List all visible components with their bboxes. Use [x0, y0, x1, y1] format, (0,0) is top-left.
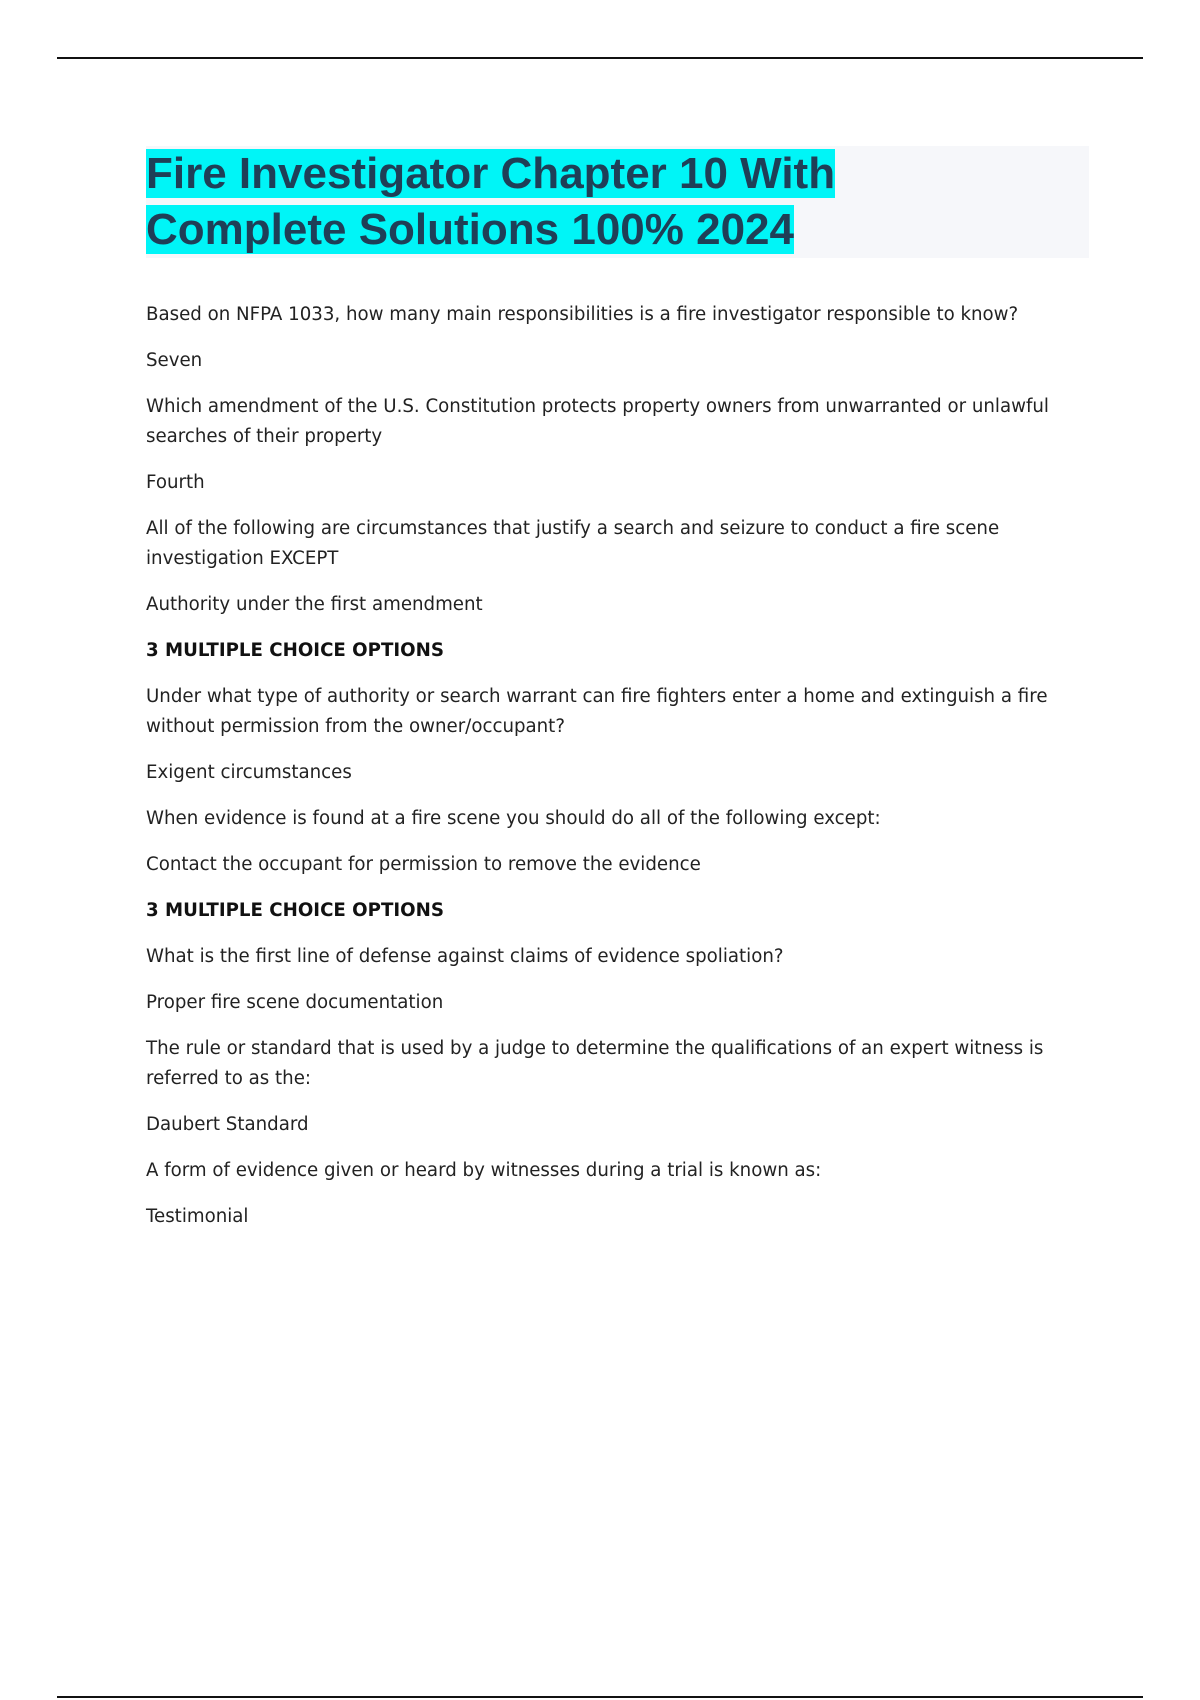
- answer-paragraph: Exigent circumstances: [146, 762, 352, 783]
- title-block: [146, 146, 1089, 258]
- question-paragraph: What is the first line of defense against claims of evidence spoliation?: [146, 946, 784, 967]
- multiple-choice-note: 3 MULTIPLE CHOICE OPTIONS: [146, 900, 444, 921]
- answer-paragraph: Authority under the first amendment: [146, 594, 483, 615]
- question-paragraph: Under what type of authority or search warrant can fire fighters enter a home and extinguish a fire without permission from the owner/occupant?: [146, 686, 1048, 737]
- answer-paragraph: Daubert Standard: [146, 1114, 309, 1135]
- question-paragraph: Which amendment of the U.S. Constitution protects property owners from unwarranted or unlawful searches of their property: [146, 396, 1049, 447]
- question-paragraph: A form of evidence given or heard by witnesses during a trial is known as:: [146, 1160, 822, 1181]
- document-title: [146, 146, 1089, 258]
- title-line-2: Complete Solutions 100% 2024: [146, 205, 794, 254]
- question-paragraph: All of the following are circumstances that justify a search and seizure to conduct a fire scene investigation EXCEPT: [146, 518, 1000, 569]
- answer-paragraph: Fourth: [146, 472, 205, 493]
- answer-paragraph: Proper fire scene documentation: [146, 992, 444, 1013]
- document-body: [146, 300, 1066, 1248]
- bottom-rule: [57, 1696, 1143, 1698]
- title-line-1: Fire Investigator Chapter 10 With: [146, 149, 836, 198]
- answer-paragraph: Testimonial: [146, 1206, 249, 1227]
- multiple-choice-note: 3 MULTIPLE CHOICE OPTIONS: [146, 640, 444, 661]
- question-paragraph: When evidence is found at a fire scene you should do all of the following except:: [146, 808, 881, 829]
- question-paragraph: Based on NFPA 1033, how many main responsibilities is a fire investigator responsible to know?: [146, 304, 1019, 325]
- question-paragraph: The rule or standard that is used by a judge to determine the qualifications of an expert witness is referred to as the:: [146, 1038, 1044, 1089]
- answer-paragraph: Contact the occupant for permission to remove the evidence: [146, 854, 701, 875]
- top-rule: [57, 57, 1143, 59]
- answer-paragraph: Seven: [146, 350, 203, 371]
